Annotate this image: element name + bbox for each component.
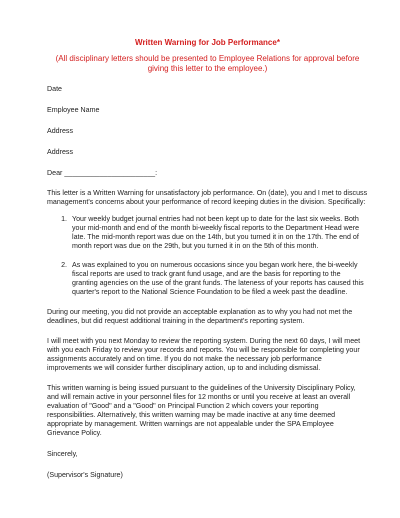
employee-name-field: Employee Name: [47, 106, 100, 114]
list-item: 2. As was explained to you on numerous occasions since you began work here, the bi-weekly fiscal reports are used to track grant fund usage, and are the basis for reporting to the granting agencies on the use of the grant funds. The lateness of your reports has caused this quarter's report to the National Science Foundation to be filed a week past the deadline.: [69, 261, 368, 297]
closing: Sincerely,: [47, 450, 78, 458]
title-marker: *: [276, 38, 280, 47]
address-field-2: Address: [47, 148, 74, 156]
address-field-1: Address: [47, 127, 74, 135]
approval-notice: (All disciplinary letters should be presented to Employee Relations for approval before giving this letter to the employee.): [55, 54, 360, 73]
document-title: [47, 38, 368, 48]
meeting-paragraph: During our meeting, you did not provide an acceptable explanation as to why you had not met the deadlines, but did request additional training in the department's reporting system.: [47, 308, 353, 325]
policy-paragraph: This written warning is being issued pursuant to the guidelines of the University Disciplinary Policy, and will remain active in your personnel files for 12 months or until you receive at least an overall evaluation of "Good" and a "Good" on Principal Function 2 which covers your reporting responsibilities. Alternatively, this written warning may be made inactive at any time deemed appropriate by management. Written warnings are not appealable under the SPA Employee Grievance Policy.: [47, 384, 356, 437]
intro-paragraph: This letter is a Written Warning for unsatisfactory job performance. On (date), you and I met to discuss management's concerns about your performance of record keeping duties in the division. Specifically:: [47, 189, 368, 206]
title-text: Written Warning for Job Performance: [135, 38, 277, 47]
signature-line: (Supervisor's Signature): [47, 471, 123, 479]
performance-issues-list: [47, 215, 368, 297]
salutation: Dear _______________________:: [47, 169, 158, 177]
date-field: Date: [47, 85, 62, 93]
list-item: 1. Your weekly budget journal entries had not been kept up to date for the last six weeks. Both your mid-month and end of the month bi-weekly fiscal reports to the Department Head were late. The mid-month report was due on the 14th, but you turned it in on the 17th. The end of month report was due on the 29th, but you turned it in on the 5th of this month.: [69, 215, 368, 251]
followup-paragraph: I will meet with you next Monday to review the reporting system. During the next 60 days, I will meet with you each Friday to review your records and reports. You will be responsible for completing your assignments accurately and on time. If you do not make the necessary job performance improvements we will consider further disciplinary action, up to and including dismissal.: [47, 337, 361, 372]
